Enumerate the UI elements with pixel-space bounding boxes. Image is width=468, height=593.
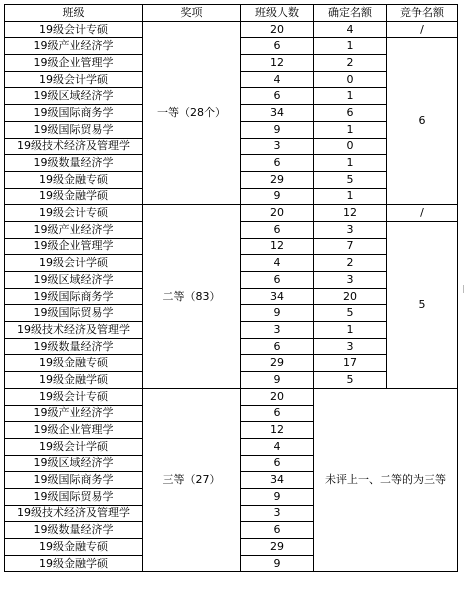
fixed-quota-cell: 1 [314, 88, 387, 105]
class-name-cell: 19级产业经济学 [5, 221, 143, 238]
fixed-quota-cell: 1 [314, 155, 387, 172]
class-name-cell: 19级技术经济及管理学 [5, 322, 143, 339]
class-name-cell: 19级企业管理学 [5, 238, 143, 255]
class-name-cell: 19级金融专硕 [5, 171, 143, 188]
compete-quota-cell: / [387, 21, 458, 38]
fixed-quota-cell: 12 [314, 205, 387, 222]
table-row [5, 205, 458, 222]
edge-marker [463, 285, 468, 293]
class-count-cell: 9 [241, 121, 314, 138]
fixed-quota-cell: 3 [314, 221, 387, 238]
class-count-cell: 12 [241, 238, 314, 255]
class-name-cell: 19级数量经济学 [5, 155, 143, 172]
compete-quota-cell: / [387, 205, 458, 222]
class-count-cell: 29 [241, 171, 314, 188]
class-name-cell: 19级会计学硕 [5, 71, 143, 88]
fixed-quota-cell: 5 [314, 305, 387, 322]
class-count-cell: 6 [241, 88, 314, 105]
class-count-cell: 34 [241, 105, 314, 122]
class-count-cell: 12 [241, 422, 314, 439]
class-name-cell: 19级企业管理学 [5, 422, 143, 439]
class-name-cell: 19级国际贸易学 [5, 121, 143, 138]
fixed-quota-cell: 5 [314, 372, 387, 389]
fixed-quota-cell: 20 [314, 288, 387, 305]
class-name-cell: 19级产业经济学 [5, 38, 143, 55]
class-name-cell: 19级国际贸易学 [5, 305, 143, 322]
class-name-cell: 19级数量经济学 [5, 338, 143, 355]
fixed-quota-cell: 1 [314, 121, 387, 138]
class-count-cell: 6 [241, 338, 314, 355]
fixed-quota-cell: 5 [314, 171, 387, 188]
quota-table [4, 4, 458, 572]
class-name-cell: 19级金融学硕 [5, 555, 143, 572]
class-count-cell: 9 [241, 488, 314, 505]
class-name-cell: 19级会计专硕 [5, 205, 143, 222]
class-name-cell: 19级国际贸易学 [5, 488, 143, 505]
class-count-cell: 6 [241, 38, 314, 55]
fixed-quota-cell: 3 [314, 272, 387, 289]
class-count-cell: 4 [241, 71, 314, 88]
class-count-cell: 3 [241, 138, 314, 155]
fixed-quota-cell: 2 [314, 255, 387, 272]
fixed-quota-cell: 7 [314, 238, 387, 255]
fixed-quota-cell: 0 [314, 71, 387, 88]
class-name-cell: 19级会计学硕 [5, 255, 143, 272]
class-name-cell: 19级会计专硕 [5, 388, 143, 405]
header-class: 班级 [5, 5, 143, 22]
award-cell: 一等（28个） [143, 21, 241, 205]
fixed-quota-cell: 17 [314, 355, 387, 372]
class-count-cell: 4 [241, 438, 314, 455]
class-name-cell: 19级国际商务学 [5, 288, 143, 305]
class-count-cell: 6 [241, 221, 314, 238]
class-count-cell: 6 [241, 405, 314, 422]
fixed-quota-cell: 4 [314, 21, 387, 38]
class-name-cell: 19级会计学硕 [5, 438, 143, 455]
class-name-cell: 19级会计专硕 [5, 21, 143, 38]
class-count-cell: 6 [241, 455, 314, 472]
header-count: 班级人数 [241, 5, 314, 22]
class-count-cell: 9 [241, 305, 314, 322]
fixed-quota-cell: 1 [314, 38, 387, 55]
class-count-cell: 3 [241, 322, 314, 339]
class-count-cell: 29 [241, 539, 314, 556]
class-count-cell: 34 [241, 288, 314, 305]
class-name-cell: 19级区域经济学 [5, 455, 143, 472]
class-name-cell: 19级金融专硕 [5, 355, 143, 372]
class-name-cell: 19级国际商务学 [5, 472, 143, 489]
fixed-quota-cell: 1 [314, 322, 387, 339]
class-name-cell: 19级区域经济学 [5, 88, 143, 105]
class-count-cell: 20 [241, 205, 314, 222]
class-count-cell: 12 [241, 55, 314, 72]
fixed-quota-cell: 2 [314, 55, 387, 72]
class-name-cell: 19级技术经济及管理学 [5, 138, 143, 155]
class-name-cell: 19级数量经济学 [5, 522, 143, 539]
class-name-cell: 19级国际商务学 [5, 105, 143, 122]
table-row [5, 388, 458, 405]
class-count-cell: 6 [241, 272, 314, 289]
class-count-cell: 20 [241, 21, 314, 38]
header-compete: 竞争名额 [387, 5, 458, 22]
class-count-cell: 3 [241, 505, 314, 522]
class-count-cell: 9 [241, 188, 314, 205]
class-name-cell: 19级区域经济学 [5, 272, 143, 289]
class-name-cell: 19级技术经济及管理学 [5, 505, 143, 522]
header-award: 奖项 [143, 5, 241, 22]
class-count-cell: 9 [241, 372, 314, 389]
fixed-quota-cell: 0 [314, 138, 387, 155]
class-name-cell: 19级金融学硕 [5, 372, 143, 389]
class-count-cell: 34 [241, 472, 314, 489]
class-count-cell: 20 [241, 388, 314, 405]
class-count-cell: 4 [241, 255, 314, 272]
class-name-cell: 19级金融专硕 [5, 539, 143, 556]
table-body [5, 21, 458, 572]
header-fixed: 确定名额 [314, 5, 387, 22]
fixed-quota-cell: 6 [314, 105, 387, 122]
fixed-quota-cell: 3 [314, 338, 387, 355]
class-count-cell: 6 [241, 522, 314, 539]
class-name-cell: 19级企业管理学 [5, 55, 143, 72]
compete-quota-merged: 6 [387, 38, 458, 205]
class-count-cell: 29 [241, 355, 314, 372]
compete-quota-merged: 5 [387, 221, 458, 388]
table-row [5, 21, 458, 38]
fixed-quota-cell: 1 [314, 188, 387, 205]
header-row [5, 5, 458, 22]
class-name-cell: 19级金融学硕 [5, 188, 143, 205]
class-name-cell: 19级产业经济学 [5, 405, 143, 422]
class-count-cell: 9 [241, 555, 314, 572]
award-cell: 二等（83） [143, 205, 241, 389]
class-count-cell: 6 [241, 155, 314, 172]
award-cell: 三等（27） [143, 388, 241, 572]
third-prize-note: 未评上一、二等的为三等 [314, 388, 458, 572]
